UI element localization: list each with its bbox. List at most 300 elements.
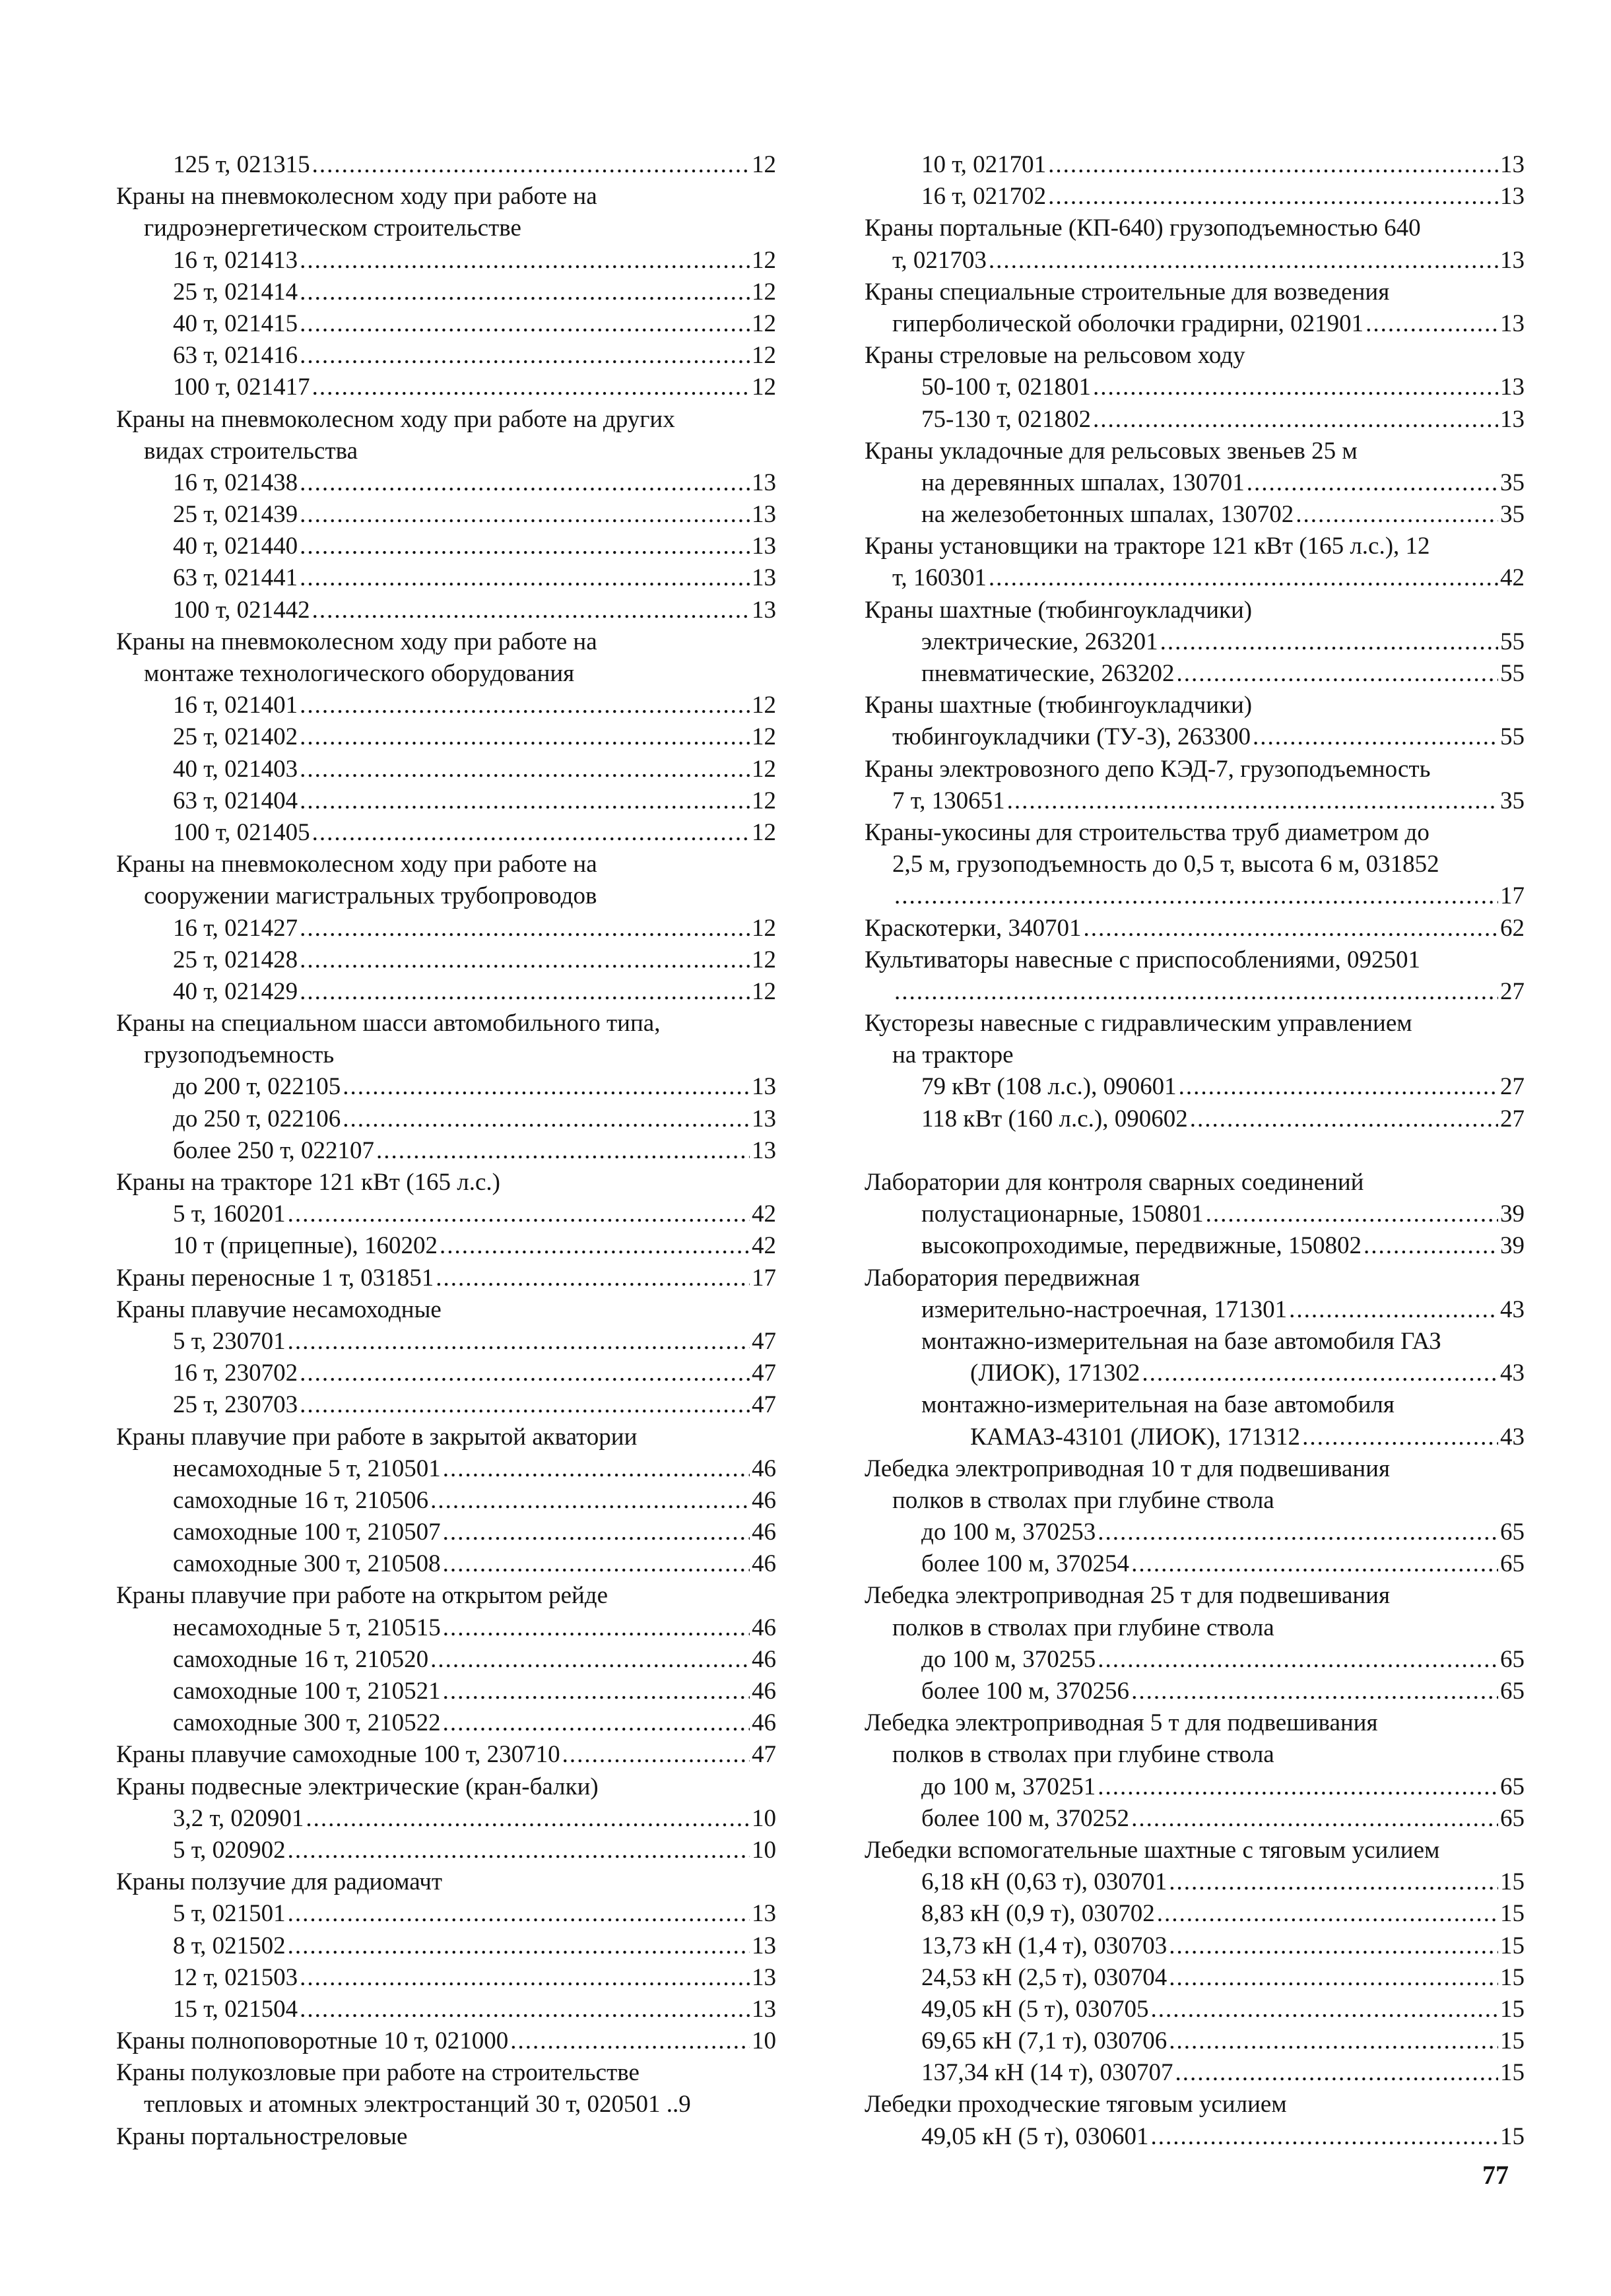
entry-text: Краны на пневмоколесном ходу при работе на других [116,405,675,433]
entry-page-number: 13 [752,501,776,529]
dot-leader [288,1198,750,1230]
dot-leader [1151,2121,1498,2153]
index-entry [116,1008,776,1039]
entry-text: 25 т, 021428 [173,946,298,973]
entry-text: измерительно-настроечная, 171301 [921,1296,1288,1323]
entry-text: т, 160301 [892,564,987,592]
index-column-left [116,149,776,2153]
index-entry [865,785,1525,817]
dot-leader [443,1453,750,1485]
entry-page-number: 39 [1500,1232,1525,1260]
entry-text: 49,05 кН (5 т), 030601 [921,2122,1149,2150]
entry-page-number: 12 [752,342,776,370]
entry-page-number: 15 [1500,1900,1525,1928]
dot-leader [300,944,750,976]
entry-text: Краны плавучие несамоходные [116,1296,442,1323]
index-entry [116,1676,776,1707]
entry-text: гидроэнергетическом строительстве [144,214,521,242]
dot-leader [1365,308,1498,340]
index-entry [116,1771,776,1803]
index-entry [865,404,1525,436]
entry-text: 118 кВт (160 л.с.), 090602 [921,1105,1188,1132]
index-entry [865,1676,1525,1707]
entry-page-number: 55 [1500,628,1525,655]
entry-page-number: 15 [1500,1995,1525,2023]
entry-text: 8 т, 021502 [173,1932,286,1959]
entry-page-number: 17 [752,1264,776,1292]
dot-leader [1160,626,1498,658]
index-entry [865,308,1525,340]
index-entry [865,467,1525,499]
dot-leader [300,976,750,1008]
entry-text: Лебедка электроприводная 25 т для подвешивания [865,1582,1391,1610]
index-entry [116,149,776,181]
index-entry [116,1422,776,1453]
dot-leader [300,531,750,562]
dot-leader [1179,1071,1498,1103]
entry-text: Краны на специальном шасси автомобильного типа, [116,1010,661,1037]
entry-page-number: 13 [752,1136,776,1164]
entry-page-number: 13 [752,1963,776,1991]
entry-text: 5 т, 160201 [173,1200,286,1228]
entry-page-number: 13 [1500,183,1525,211]
dot-leader [430,1485,750,1517]
entry-page-number: 13 [752,1900,776,1928]
entry-page-number: 12 [752,692,776,719]
entry-text: Лаборатории для контроля сварных соединений [865,1169,1364,1196]
index-entry [116,1167,776,1198]
dot-leader [1093,404,1498,436]
entry-text: 16 т, 021427 [173,914,298,942]
index-entry [865,1008,1525,1039]
entry-text: 15 т, 021504 [173,1995,298,2023]
index-entry [865,1835,1525,1866]
dot-leader [989,562,1498,594]
dot-leader [312,149,750,181]
entry-text: 16 т, 021401 [173,692,298,719]
index-entry [116,1930,776,1962]
entry-text: 16 т, 021413 [173,246,298,274]
entry-page-number: 13 [1500,246,1525,274]
index-entry [865,1930,1525,1962]
index-entry [116,1866,776,1898]
entry-page-number: 46 [752,1550,776,1578]
index-entry [865,721,1525,753]
entry-page-number: 46 [752,1678,776,1705]
index-entry [116,213,776,244]
dot-leader [894,880,1498,912]
entry-text: Краны плавучие при работе на открытом рейде [116,1582,608,1610]
dot-leader [300,562,750,594]
entry-text: полустационарные, 150801 [921,1200,1204,1228]
entry-text: монтажно-измерительная на базе автомобиля ГАЗ [921,1327,1441,1355]
entry-page-number: 10 [752,1836,776,1864]
entry-text: электрические, 263201 [921,628,1158,655]
entry-text: 25 т, 230703 [173,1391,298,1419]
dot-leader [1098,1771,1498,1803]
entry-text: т, 021703 [892,246,987,274]
index-entry [865,436,1525,467]
entry-text: 8,83 кН (0,9 т), 030702 [921,1900,1155,1928]
index-entry [116,1548,776,1580]
dot-leader [1247,467,1498,499]
entry-page-number: 46 [752,1455,776,1482]
entry-text: 25 т, 021402 [173,723,298,751]
index-entry [116,1707,776,1739]
entry-text: 63 т, 021416 [173,342,298,370]
index-entry [116,562,776,594]
dot-leader [989,245,1498,277]
entry-text: 137,34 кН (14 т), 030707 [921,2059,1173,2087]
entry-text: Краны специальные строительные для возведения [865,278,1390,306]
dot-leader [436,1263,750,1294]
entry-page-number: 39 [1500,1200,1525,1228]
entry-text: 79 кВт (108 л.с.), 090601 [921,1073,1177,1101]
dot-leader [443,1548,750,1580]
entry-text: Краны на тракторе 121 кВт (165 л.с.) [116,1169,500,1196]
index-entry [116,626,776,658]
index-entry [116,2025,776,2057]
entry-text: 16 т, 021702 [921,183,1047,211]
entry-text: более 100 м, 370252 [921,1804,1130,1832]
entry-text: высокопроходимые, передвижные, 150802 [921,1232,1362,1260]
index-entry [116,467,776,499]
entry-text: 13,73 кН (1,4 т), 030703 [921,1932,1167,1959]
index-entry [865,1485,1525,1517]
entry-text: грузоподъемность [144,1041,335,1069]
index-entry [116,1103,776,1135]
entry-page-number: 43 [1500,1360,1525,1387]
dot-leader [300,785,750,817]
index-entry [865,1866,1525,1898]
entry-page-number: 12 [752,946,776,973]
entry-page-number: 13 [1500,310,1525,337]
dot-leader [300,340,750,372]
entry-page-number: 46 [752,1519,776,1546]
dot-leader [300,277,750,308]
entry-text: несамоходные 5 т, 210515 [173,1614,441,1641]
entry-text: Краны плавучие при работе в закрытой акватории [116,1423,638,1451]
dot-leader [430,1644,750,1676]
index-entry [865,1962,1525,1994]
entry-text: 63 т, 021441 [173,564,298,592]
dot-leader [1151,1994,1498,2025]
entry-page-number: 27 [1500,977,1525,1005]
entry-text: самоходные 100 т, 210507 [173,1519,441,1546]
dot-leader [1169,1930,1498,1962]
dot-leader [1157,1898,1498,1930]
index-entry [865,2057,1525,2089]
entry-text: Краны стреловые на рельсовом ходу [865,342,1245,370]
index-entry [116,913,776,944]
entry-text: Краны установщики на тракторе 121 кВт (165 л.с.), 12 [865,533,1430,560]
dot-leader [300,1358,750,1389]
entry-page-number: 43 [1500,1296,1525,1323]
index-entry [116,1198,776,1230]
entry-text: монтажно-измерительная на базе автомобиля [921,1391,1395,1419]
entry-text: 24,53 кН (2,5 т), 030704 [921,1963,1167,1991]
index-entry [116,308,776,340]
index-entry [865,245,1525,277]
index-entry [865,213,1525,244]
index-entry [116,817,776,849]
entry-page-number: 46 [752,1709,776,1737]
index-entry [865,1612,1525,1644]
entry-page-number: 12 [752,977,776,1005]
entry-page-number: 46 [752,1486,776,1514]
entry-page-number: 13 [752,564,776,592]
entry-text: Краны полноповоротные 10 т, 021000 [116,2027,509,2055]
index-entry [865,626,1525,658]
entry-text: до 100 м, 370251 [921,1773,1096,1800]
index-entry [865,690,1525,721]
dot-leader [1131,1803,1498,1835]
dot-leader [440,1230,750,1262]
entry-text: КАМАЗ-43101 (ЛИОК), 171312 [970,1423,1301,1451]
index-entry [865,913,1525,944]
dot-leader [288,1930,750,1962]
entry-text: на железобетонных шпалах, 130702 [921,501,1294,529]
index-entry [116,1644,776,1676]
entry-page-number: 65 [1500,1678,1525,1705]
entry-page-number: 12 [752,755,776,783]
entry-page-number: 15 [1500,2059,1525,2087]
entry-text: на деревянных шпалах, 130701 [921,469,1245,496]
entry-text: более 100 м, 370256 [921,1678,1130,1705]
entry-text: монтаже технологического оборудования [144,660,575,687]
dot-leader [300,1994,750,2025]
entry-text: 40 т, 021403 [173,755,298,783]
entry-text: Краны на пневмоколесном ходу при работе на [116,628,597,655]
entry-text: 75-130 т, 021802 [921,405,1091,433]
index-entry [116,340,776,372]
entry-text: Краны подвесные электрические (кран-балки) [116,1773,599,1800]
entry-text: 7 т, 130651 [892,787,1005,814]
entry-text: 10 т (прицепные), 160202 [173,1232,438,1260]
entry-text: несамоходные 5 т, 210501 [173,1455,441,1482]
entry-page-number: 65 [1500,1645,1525,1673]
dot-leader [1302,1422,1498,1453]
index-entry [116,1326,776,1358]
entry-page-number: 13 [1500,151,1525,178]
entry-text: Краны полукозловые при работе на строительстве [116,2059,640,2087]
dot-leader [300,913,750,944]
dot-leader [1206,1198,1498,1230]
index-entry [116,1994,776,2025]
index-entry [116,1612,776,1644]
entry-text: 5 т, 021501 [173,1900,286,1928]
dot-leader [300,499,750,531]
entry-text: до 200 т, 022105 [173,1073,341,1101]
index-entry [116,1263,776,1294]
entry-text: 100 т, 021417 [173,374,310,401]
entry-text: 25 т, 021439 [173,501,298,529]
dot-leader [288,1835,750,1866]
index-entry [865,1898,1525,1930]
index-entry [116,880,776,912]
index-entry [865,1198,1525,1230]
entry-page-number: 12 [752,310,776,337]
dot-leader [300,754,750,785]
index-entry [116,1453,776,1485]
entry-page-number: 47 [752,1327,776,1355]
entry-text: видах строительства [144,437,358,465]
entry-text: более 100 м, 370254 [921,1550,1130,1578]
index-entry [865,181,1525,213]
dot-leader [1289,1294,1498,1326]
dot-leader [300,245,750,277]
entry-text: 50-100 т, 021801 [921,374,1091,401]
index-entry [865,595,1525,626]
index-entry [865,817,1525,849]
entry-text: Лебедка электроприводная 5 т для подвешивания [865,1709,1378,1737]
index-entry [116,1358,776,1389]
entry-text: 5 т, 020902 [173,1836,286,1864]
dot-leader [288,1326,750,1358]
entry-text: 16 т, 230702 [173,1360,298,1387]
index-entry [865,1358,1525,1389]
dot-leader [1253,721,1498,753]
dot-leader [376,1135,750,1167]
entry-page-number: 55 [1500,660,1525,687]
index-entry [865,1389,1525,1421]
entry-text: 69,65 кН (7,1 т), 030706 [921,2027,1167,2055]
index-entry [865,1994,1525,2025]
index-entry [865,149,1525,181]
entry-page-number: 12 [752,246,776,274]
entry-text: Краны плавучие самоходные 100 т, 230710 [116,1741,560,1769]
entry-text: 25 т, 021414 [173,278,298,306]
entry-text: пневматические, 263202 [921,660,1175,687]
index-entry [865,562,1525,594]
entry-page-number: 65 [1500,1519,1525,1546]
entry-page-number: 15 [1500,1963,1525,1991]
entry-page-number: 13 [752,1932,776,1959]
entry-text: Лебедка электроприводная 10 т для подвешивания [865,1455,1391,1482]
index-entry [865,1453,1525,1485]
index-entry [116,976,776,1008]
index-entry [865,1167,1525,1198]
entry-text: Лебедки проходческие тяговым усилием [865,2091,1287,2118]
entry-page-number: 13 [752,1073,776,1101]
index-entry [116,1071,776,1103]
entry-page-number: 27 [1500,1105,1525,1132]
index-entry [865,1422,1525,1453]
dot-leader [443,1707,750,1739]
entry-page-number: 62 [1500,914,1525,942]
dot-leader [1048,181,1498,213]
entry-text: полков в стволах при глубине ствола [892,1614,1274,1641]
entry-page-number: 46 [752,1645,776,1673]
entry-text: Краны переносные 1 т, 031851 [116,1264,434,1292]
index-entry [116,595,776,626]
index-column-right [865,149,1525,2153]
entry-text: Краны шахтные (тюбингоукладчики) [865,692,1253,719]
index-entry [116,531,776,562]
dot-leader [300,1962,750,1994]
index-entry [865,658,1525,690]
index-entry [116,785,776,817]
dot-leader [443,1676,750,1707]
index-entry [865,976,1525,1008]
dot-leader [1131,1548,1498,1580]
entry-text: Краскотерки, 340701 [865,914,1082,942]
dot-leader [312,595,750,626]
index-entry [865,1580,1525,1612]
entry-text: 16 т, 021438 [173,469,298,496]
entry-text: самоходные 16 т, 210520 [173,1645,429,1673]
entry-page-number: 13 [752,1995,776,2023]
entry-page-number: 12 [752,151,776,178]
section-gap [865,1135,1525,1167]
index-entry [116,1580,776,1612]
entry-text: тюбингоукладчики (ТУ-3), 263300 [892,723,1251,751]
dot-leader [1169,2025,1498,2057]
index-entry [116,436,776,467]
entry-text: Краны шахтные (тюбингоукладчики) [865,596,1253,624]
index-entry [865,1739,1525,1771]
index-entry [116,754,776,785]
dot-leader [1169,1962,1498,1994]
dot-leader [1190,1103,1498,1135]
entry-page-number: 42 [1500,564,1525,592]
entry-page-number: 13 [1500,405,1525,433]
entry-text: 49,05 кН (5 т), 030705 [921,1995,1149,2023]
dot-leader [1142,1358,1498,1389]
index-entry [116,849,776,880]
entry-page-number: 27 [1500,1073,1525,1101]
entry-text: Кусторезы навесные с гидравлическим управлением [865,1010,1412,1037]
entry-text: Лаборатория передвижная [865,1264,1140,1292]
index-entry [865,754,1525,785]
dot-leader [300,467,750,499]
dot-leader [1169,1866,1498,1898]
index-entry [865,2121,1525,2153]
entry-text: 40 т, 021415 [173,310,298,337]
index-entry [865,1707,1525,1739]
index-entry [116,1898,776,1930]
entry-text: Краны ползучие для радиомачт [116,1868,442,1896]
dot-leader [300,1389,750,1421]
dot-leader [443,1517,750,1548]
index-entry [865,1326,1525,1358]
entry-page-number: 46 [752,1614,776,1641]
entry-text: Краны портальные (КП-640) грузоподъемностью 640 [865,214,1421,242]
entry-page-number: 43 [1500,1423,1525,1451]
entry-text: (ЛИОК), 171302 [970,1360,1140,1387]
entry-text: Культиваторы навесные с приспособлениями, 092501 [865,946,1420,973]
entry-text: до 100 м, 370253 [921,1519,1096,1546]
entry-text: 10 т, 021701 [921,151,1047,178]
dot-leader [343,1071,750,1103]
index-entry [116,1517,776,1548]
dot-leader [300,308,750,340]
index-entry [865,277,1525,308]
index-entry [865,499,1525,531]
entry-page-number: 13 [1500,374,1525,401]
dot-leader [343,1103,750,1135]
entry-page-number: 13 [752,596,776,624]
index-entry [116,181,776,213]
entry-text: до 250 т, 022106 [173,1105,341,1132]
entry-text: 100 т, 021442 [173,596,310,624]
index-entry [865,2025,1525,2057]
entry-page-number: 13 [752,1105,776,1132]
entry-page-number: 15 [1500,1932,1525,1959]
entry-page-number: 47 [752,1391,776,1419]
index-entry [116,944,776,976]
entry-text: самоходные 300 т, 210508 [173,1550,441,1578]
